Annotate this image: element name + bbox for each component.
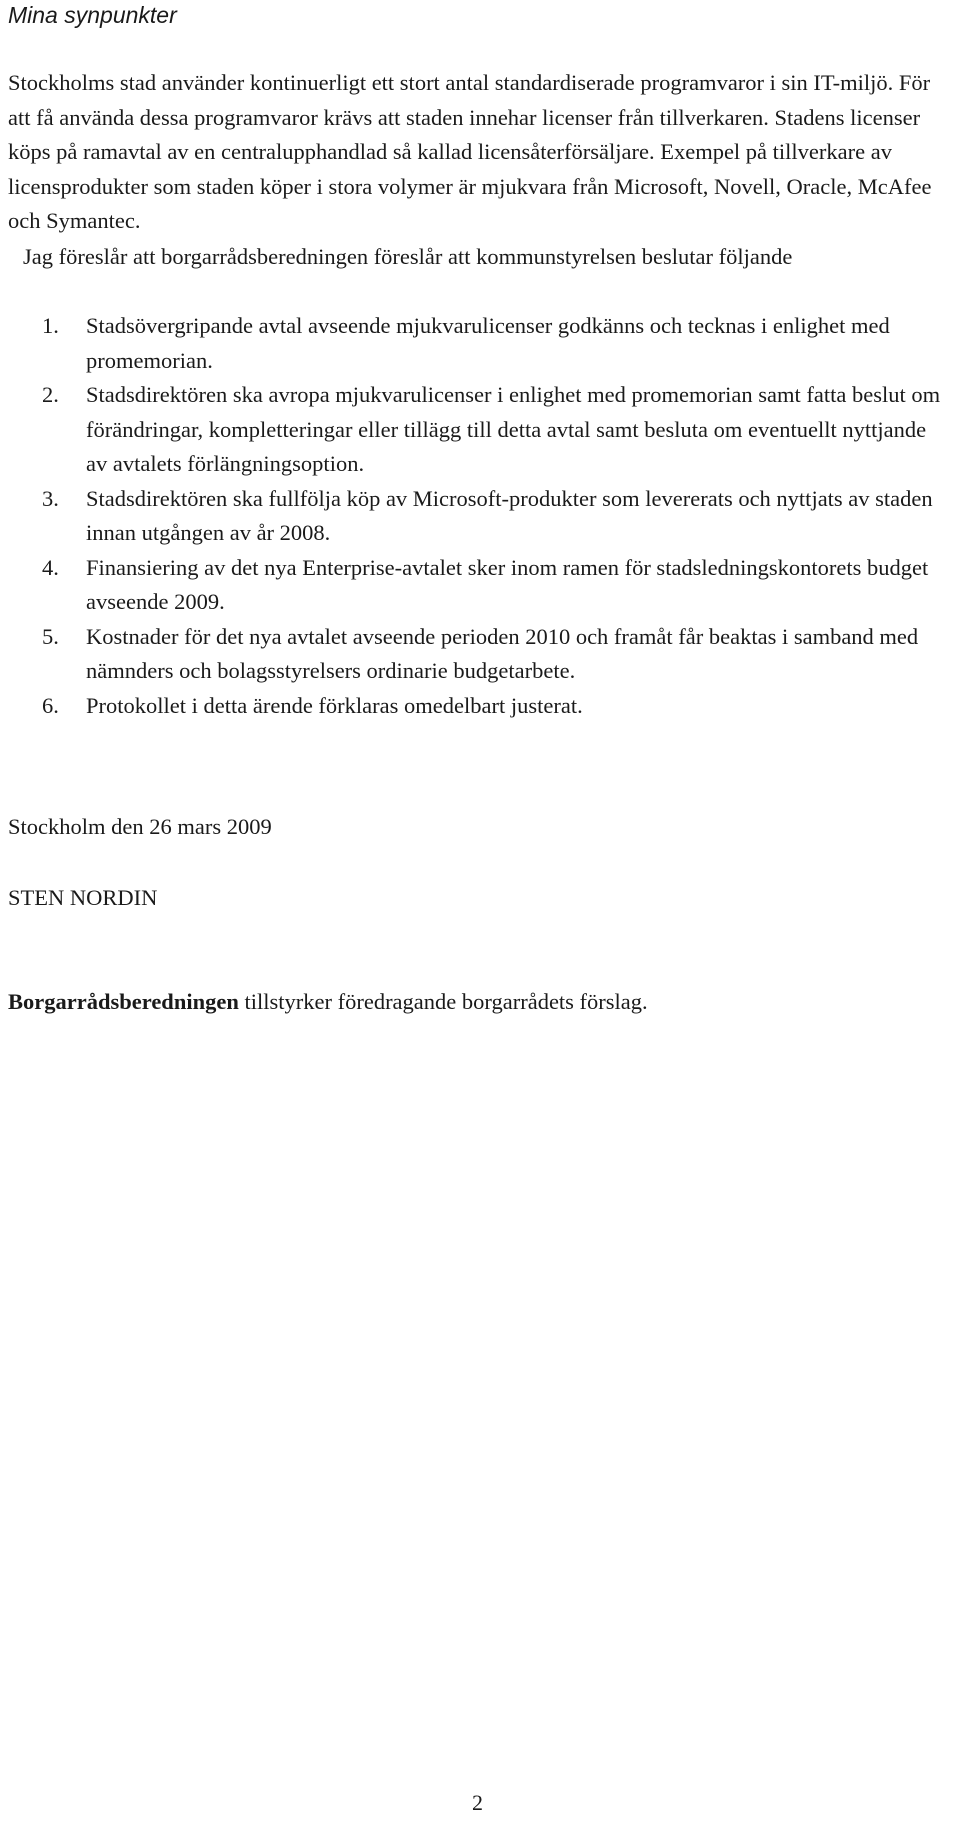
- decision-item: [8, 551, 943, 620]
- page-number: 2: [472, 1790, 483, 1815]
- decision-item: [8, 378, 943, 482]
- decision-text: Kostnader för det nya avtalet avseende perioden 2010 och framåt får beaktas i samband med nämnders och bolagsstyrelsers ordinarie budgetarbete.: [86, 623, 919, 683]
- decision-item: [8, 309, 943, 378]
- decision-number: 1.: [42, 313, 59, 338]
- decision-text: Finansiering av det nya Enterprise-avtalet sker inom ramen för stadsledningskontorets budget avseende 2009.: [86, 554, 929, 614]
- decision-item: [8, 689, 943, 724]
- decision-item: [8, 482, 943, 551]
- decision-number: 5.: [42, 623, 59, 649]
- section-heading: Mina synpunkter: [8, 2, 177, 28]
- decision-number: 4.: [42, 554, 59, 580]
- decision-number: 3.: [42, 485, 59, 511]
- decision-text: Stadsdirektören ska avropa mjukvarulicenser i enlighet med promemorian samt fatta beslut om förändringar, kompletteringar eller tillägg till detta avtal samt besluta om eventuellt nyttjande av avtalets förlängningsoption.: [86, 382, 941, 476]
- proposal-paragraph: [8, 240, 943, 275]
- endorsement-body: Borgarrådsberedningen: [8, 989, 239, 1014]
- signatory-name: STEN NORDIN: [8, 885, 158, 910]
- place-and-date: Stockholm den 26 mars 2009: [8, 814, 272, 839]
- decision-text: Protokollet i detta ärende förklaras omedelbart justerat.: [86, 692, 583, 718]
- decision-text: Stadsövergripande avtal avseende mjukvarulicenser godkänns och tecknas i enlighet med promemorian.: [86, 313, 890, 373]
- decision-text: Stadsdirektören ska fullfölja köp av Microsoft-produkter som levererats och nyttjats av staden innan utgången av år 2008.: [86, 485, 933, 545]
- decision-number: 2.: [42, 382, 59, 407]
- decision-item: [8, 620, 943, 689]
- endorsement-text: tillstyrker föredragande borgarrådets förslag.: [244, 989, 648, 1014]
- endorsement-line: [8, 985, 648, 1019]
- decision-number: 6.: [42, 692, 59, 718]
- intro-paragraph: Stockholms stad använder kontinuerligt ett stort antal standardiserade programvaror i sin IT-miljö. För att få använda dessa programvaror krävs att staden innehar licenser från tillverkaren. Stadens licenser köps på ramavtal av en centralupphandlad så kallad licensåterförsäljare. Exempel på tillverkare av licensprodukter som staden köper i stora volymer är mjukvara från Microsoft, Novell, Oracle, McAfee och Symantec.: [8, 70, 932, 233]
- proposal-text: Jag föreslår att borgarrådsberedningen föreslår att kommunstyrelsen beslutar följande: [23, 244, 793, 269]
- decision-list: [8, 309, 943, 723]
